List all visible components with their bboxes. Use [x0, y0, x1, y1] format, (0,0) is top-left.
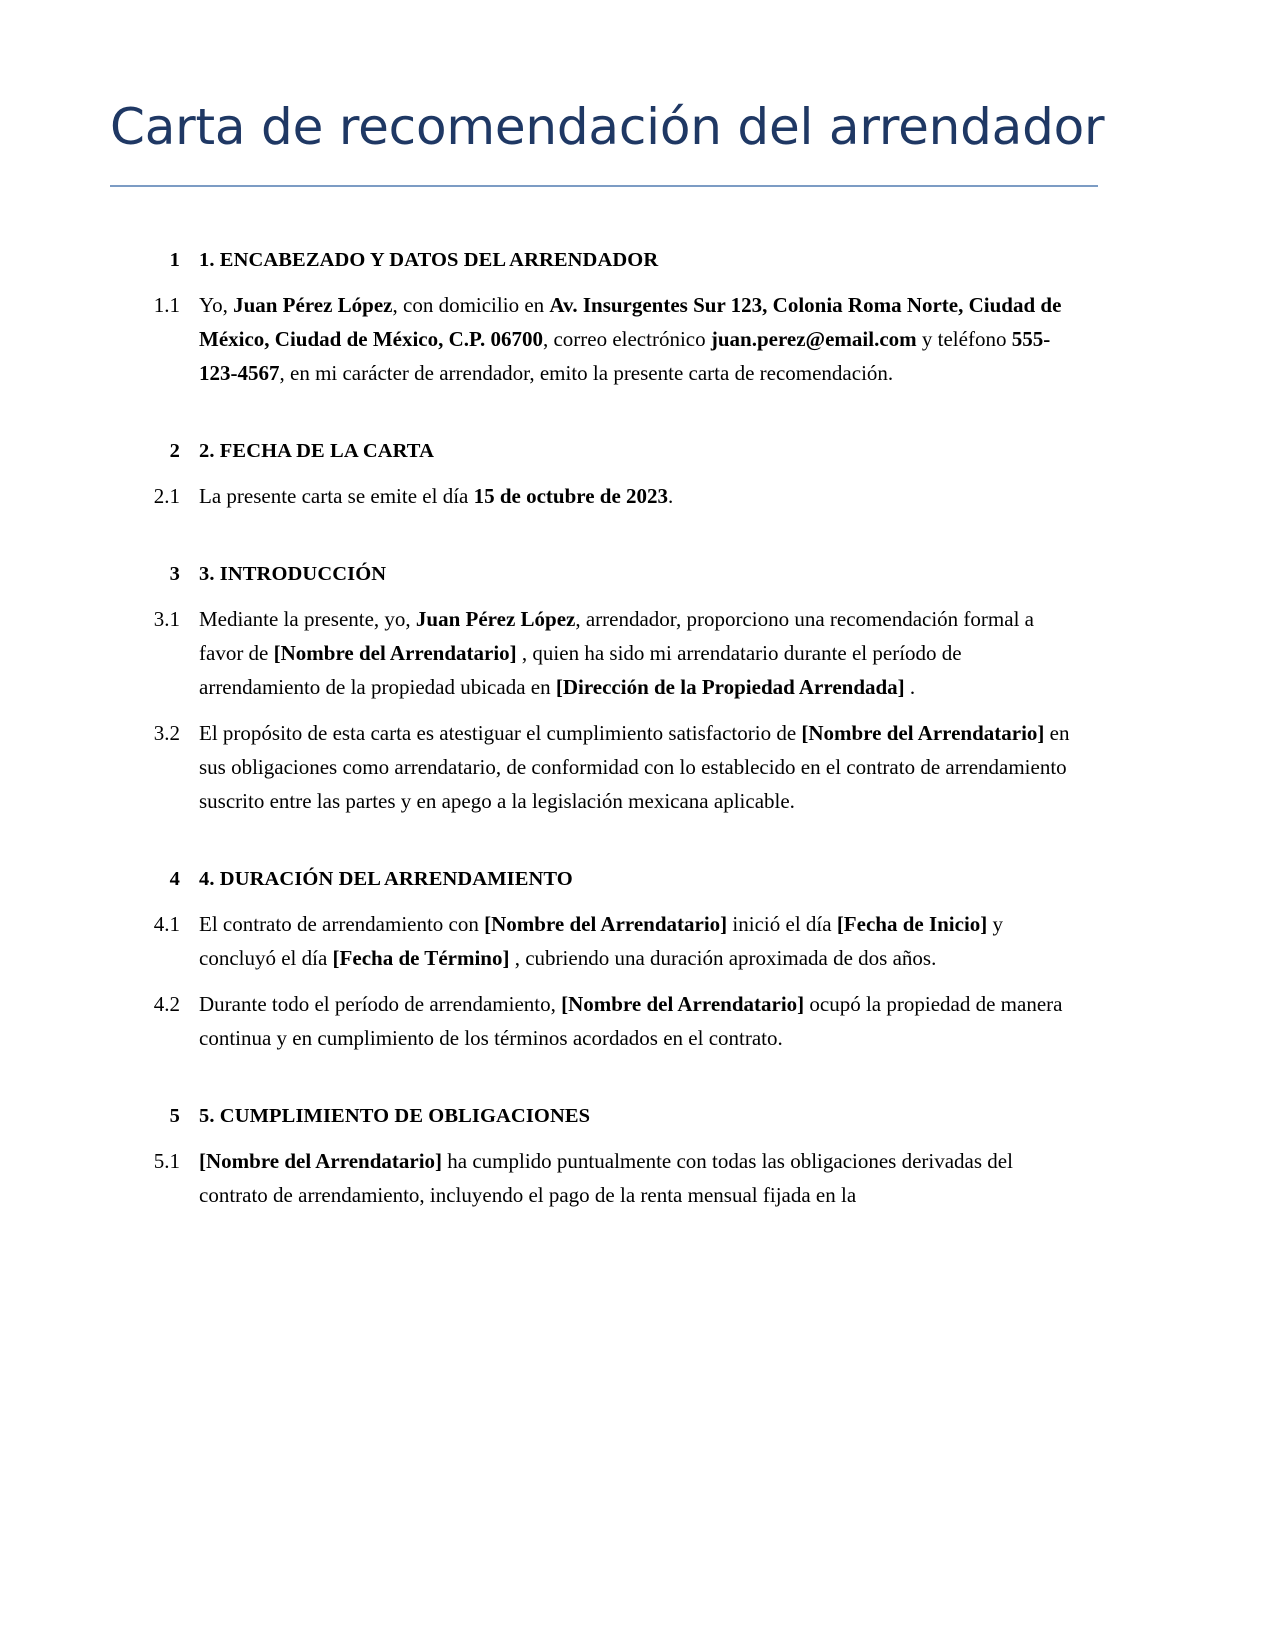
clause-text-emphasis: Juan Pérez López: [415, 607, 576, 631]
clause-text: [180, 716, 1275, 818]
clause-text: [180, 288, 1275, 390]
clause-text-emphasis: 555-123-4567: [199, 327, 1051, 385]
clause-text: [180, 602, 1275, 704]
clause-number: 4.2: [153, 992, 180, 1016]
clause: [0, 479, 1275, 513]
clause-text-run: y teléfono: [916, 327, 1012, 351]
clause-text-emphasis: [Dirección de la Propiedad Arrendada]: [555, 675, 910, 699]
clause-text-run: ocupó la propiedad de manera continua y en cumplimiento de los términos acordados en el contrato.: [199, 992, 1063, 1050]
section-number: 3: [169, 563, 180, 585]
clause-text-run: en sus obligaciones como arrendatario, de conformidad con lo establecido en el contrato de arrendamiento suscrito entre las partes y en apego a la legislación mexicana aplicable.: [199, 721, 1070, 813]
clause-text-run: ha cumplido puntualmente con todas las obligaciones derivadas del contrato de arrendamiento, incluyendo el pago de la renta mensual fijada en la: [199, 1149, 1013, 1207]
clause-spacer: [0, 893, 1275, 907]
clause-text-run: y concluyó el día: [199, 912, 1004, 970]
clause-number: 3.1: [153, 607, 180, 631]
section-heading: [0, 865, 1275, 893]
clause-spacer: [0, 274, 1275, 288]
section-spacer: [0, 513, 1275, 560]
section-heading-text: 5. CUMPLIMIENTO DE OBLIGACIONES: [199, 1105, 591, 1127]
clause-number: 3.2: [153, 721, 180, 745]
page-title: Carta de recomendación del arrendador: [110, 98, 1105, 156]
clause-text-emphasis: [Nombre del Arrendatario]: [273, 641, 522, 665]
clause-number: 1.1: [153, 293, 180, 317]
clause-text-run: .: [668, 484, 674, 508]
section-heading-text: 4. DURACIÓN DEL ARRENDAMIENTO: [199, 868, 573, 890]
section-heading: [0, 246, 1275, 274]
section-number: 1: [169, 249, 180, 271]
section-number: 4: [169, 868, 180, 890]
clause: [0, 1144, 1275, 1212]
clause-text-run: inició el día: [732, 912, 837, 936]
clause-spacer: [0, 975, 1275, 987]
clause-text-run: El contrato de arrendamiento con: [199, 912, 485, 936]
clause-text-emphasis: [Nombre del Arrendatario]: [801, 721, 1050, 745]
clause-text-run: , quien ha sido mi arrendatario durante el período de arrendamiento de la propiedad ubicada en: [199, 641, 962, 699]
clause-text-emphasis: juan.perez@email.com: [710, 327, 917, 351]
clause-text-run: Durante todo el período de arrendamiento,: [199, 992, 562, 1016]
clause: [0, 907, 1275, 975]
title-divider: [110, 185, 1098, 187]
clause-text-emphasis: [Nombre del Arrendatario]: [561, 992, 810, 1016]
clause: [0, 987, 1275, 1055]
clause-text-emphasis: 15 de octubre de 2023: [473, 484, 669, 508]
section-heading: [0, 560, 1275, 588]
section-heading: [0, 437, 1275, 465]
clause-text-emphasis: [Nombre del Arrendatario]: [199, 1149, 448, 1173]
clause-spacer: [0, 465, 1275, 479]
section-heading-text: 3. INTRODUCCIÓN: [199, 563, 387, 585]
clause-text-emphasis: Juan Pérez López: [233, 293, 393, 317]
clause: [0, 716, 1275, 818]
clause-number: 5.1: [153, 1149, 180, 1173]
clause-text-emphasis: [Nombre del Arrendatario]: [484, 912, 733, 936]
clause-text-run: La presente carta se emite el día: [199, 484, 474, 508]
clause-text-run: , arrendador, proporciono una recomendación formal a favor de: [199, 607, 1034, 665]
clause-spacer: [0, 588, 1275, 602]
section-heading-text: 2. FECHA DE LA CARTA: [199, 440, 434, 462]
clause-text-run: , en mi carácter de arrendador, emito la presente carta de recomendación.: [279, 361, 894, 385]
clause-text: [180, 987, 1275, 1055]
section-heading: [0, 1102, 1275, 1130]
clause-spacer: [0, 1130, 1275, 1144]
clause-text: [180, 479, 1275, 513]
section-number: 2: [169, 440, 180, 462]
clause-text-emphasis: [Fecha de Término]: [332, 946, 515, 970]
clause-text-run: , cubriendo una duración aproximada de dos años.: [514, 946, 937, 970]
clause-number: 2.1: [153, 484, 180, 508]
clause: [0, 288, 1275, 390]
clause-text-emphasis: Av. Insurgentes Sur 123, Colonia Roma Norte, Ciudad de México, Ciudad de México, C.P. 06700: [199, 293, 1062, 351]
clause-text: [180, 1144, 1275, 1212]
section-number: 5: [169, 1105, 180, 1127]
clause-number: 4.1: [153, 912, 180, 936]
section-spacer: [0, 1055, 1275, 1102]
clause-text-run: Mediante la presente, yo,: [199, 607, 416, 631]
clause-text-run: El propósito de esta carta es atestiguar el cumplimiento satisfactorio de: [199, 721, 802, 745]
section-heading-text: 1. ENCABEZADO Y DATOS DEL ARRENDADOR: [199, 249, 659, 271]
section-spacer: [0, 390, 1275, 437]
section-spacer: [0, 818, 1275, 865]
clause-text-run: Yo,: [199, 293, 234, 317]
clause-text-emphasis: [Fecha de Inicio]: [836, 912, 993, 936]
clause-spacer: [0, 704, 1275, 716]
document-body: [0, 246, 1275, 1212]
clause-text-run: , con domicilio en: [392, 293, 550, 317]
clause-text-run: , correo electrónico: [542, 327, 711, 351]
clause-text-run: .: [909, 675, 916, 699]
clause-text: [180, 907, 1275, 975]
clause: [0, 602, 1275, 704]
